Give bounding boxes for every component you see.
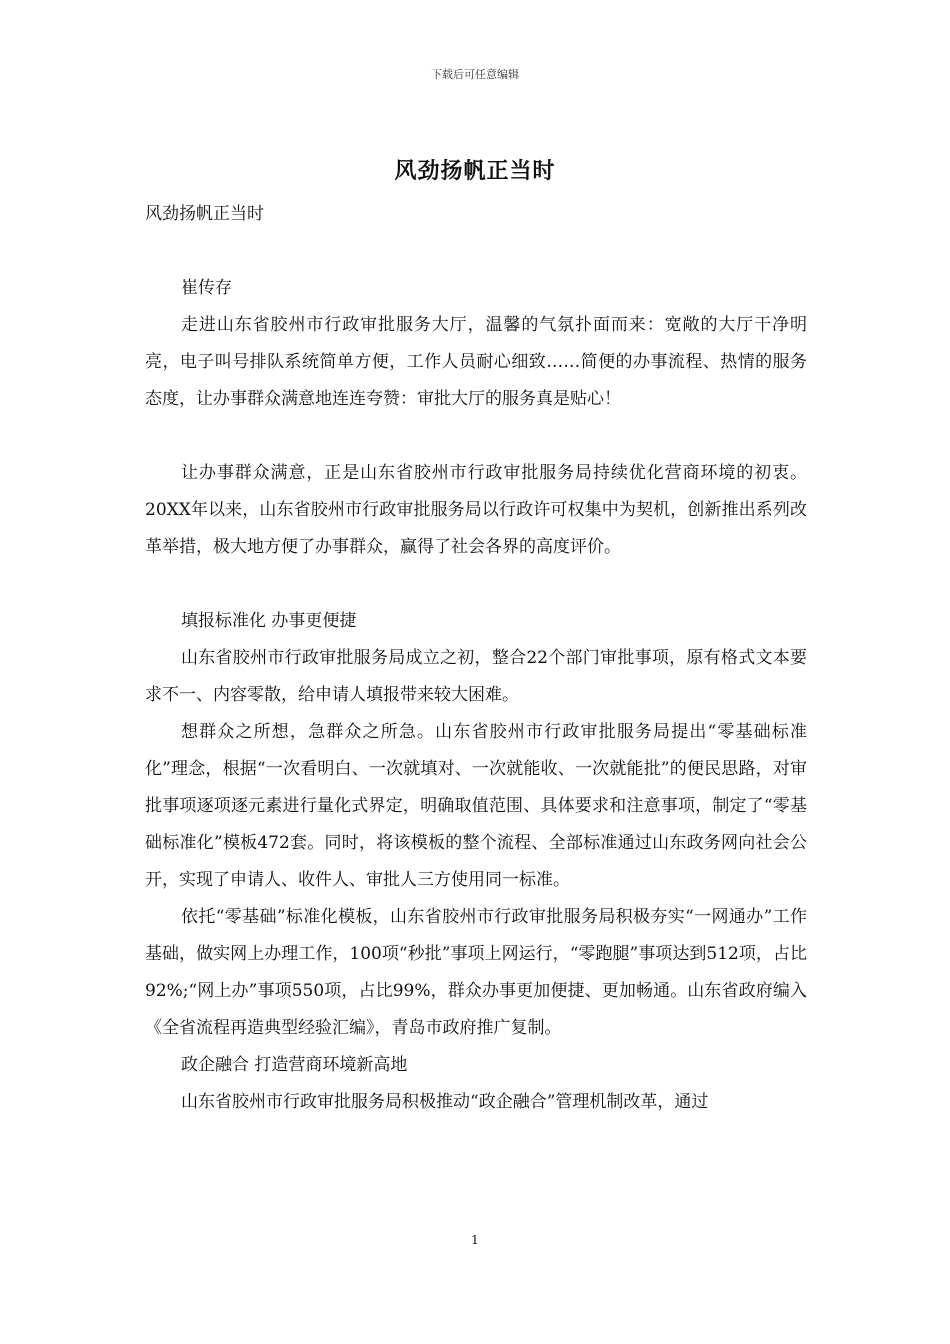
spacer <box>145 566 807 603</box>
paragraph-1: 走进山东省胶州市行政审批服务大厅，温馨的气氛扑面而来：宽敞的大厅干净明亮，电子叫号排队系统简单方便，工作人员耐心细致……简便的办事流程、热情的服务态度，让办事群众满意地连连夸赞：审批大厅的服务真是贴心！ <box>145 315 807 409</box>
author-name: 崔传存 <box>181 278 232 298</box>
paragraph-3: 山东省胶州市行政审批服务局成立之初，整合22个部门审批事项，原有格式文本要求不一、内容零散，给申请人填报带来较大困难。 <box>145 648 807 705</box>
spacer <box>145 418 807 455</box>
paragraph-5: 依托“零基础”标准化模板，山东省胶州市行政审批服务局积极夯实“一网通办”工作基础，做实网上办理工作，100项“秒批”事项上网运行，“零跑腿”事项达到512项，占比92%;“网上办”事项550项，占比99%，群众办事更加便捷、更加畅通。山东省政府编入《全省流程再造典型经验汇编》，青岛市政府推广复制。 <box>145 907 807 1038</box>
document-body <box>145 196 807 1121</box>
page-number: 1 <box>471 1233 479 1247</box>
header-note: 下载后可任意编辑 <box>431 68 519 81</box>
paragraph-6: 山东省胶州市行政审批服务局积极推动“政企融合”管理机制改革，通过 <box>181 1092 709 1112</box>
spacer <box>145 233 807 270</box>
section-heading-1: 填报标准化 办事更便捷 <box>181 611 357 631</box>
paragraph-2: 让办事群众满意，正是山东省胶州市行政审批服务局持续优化营商环境的初衷。20XX年以来，山东省胶州市行政审批服务局以行政许可权集中为契机，创新推出系列改革举措，极大地方便了办事群众，赢得了社会各界的高度评价。 <box>145 463 807 557</box>
paragraph-4: 想群众之所想，急群众之所急。山东省胶州市行政审批服务局提出“零基础标准化”理念，根据“一次看明白、一次就填对、一次就能收、一次就能批”的便民思路，对审批事项逐项逐元素进行量化式界定，明确取值范围、具体要求和注意事项，制定了“零基础标准化”模板472套。同时，将该模板的整个流程、全部标准通过山东政务网向社会公开，实现了申请人、收件人、审批人三方使用同一标准。 <box>145 722 807 890</box>
document-subtitle: 风劲扬帆正当时 <box>145 204 264 224</box>
document-title: 风劲扬帆正当时 <box>394 158 556 184</box>
section-heading-2: 政企融合 打造营商环境新高地 <box>181 1055 408 1075</box>
